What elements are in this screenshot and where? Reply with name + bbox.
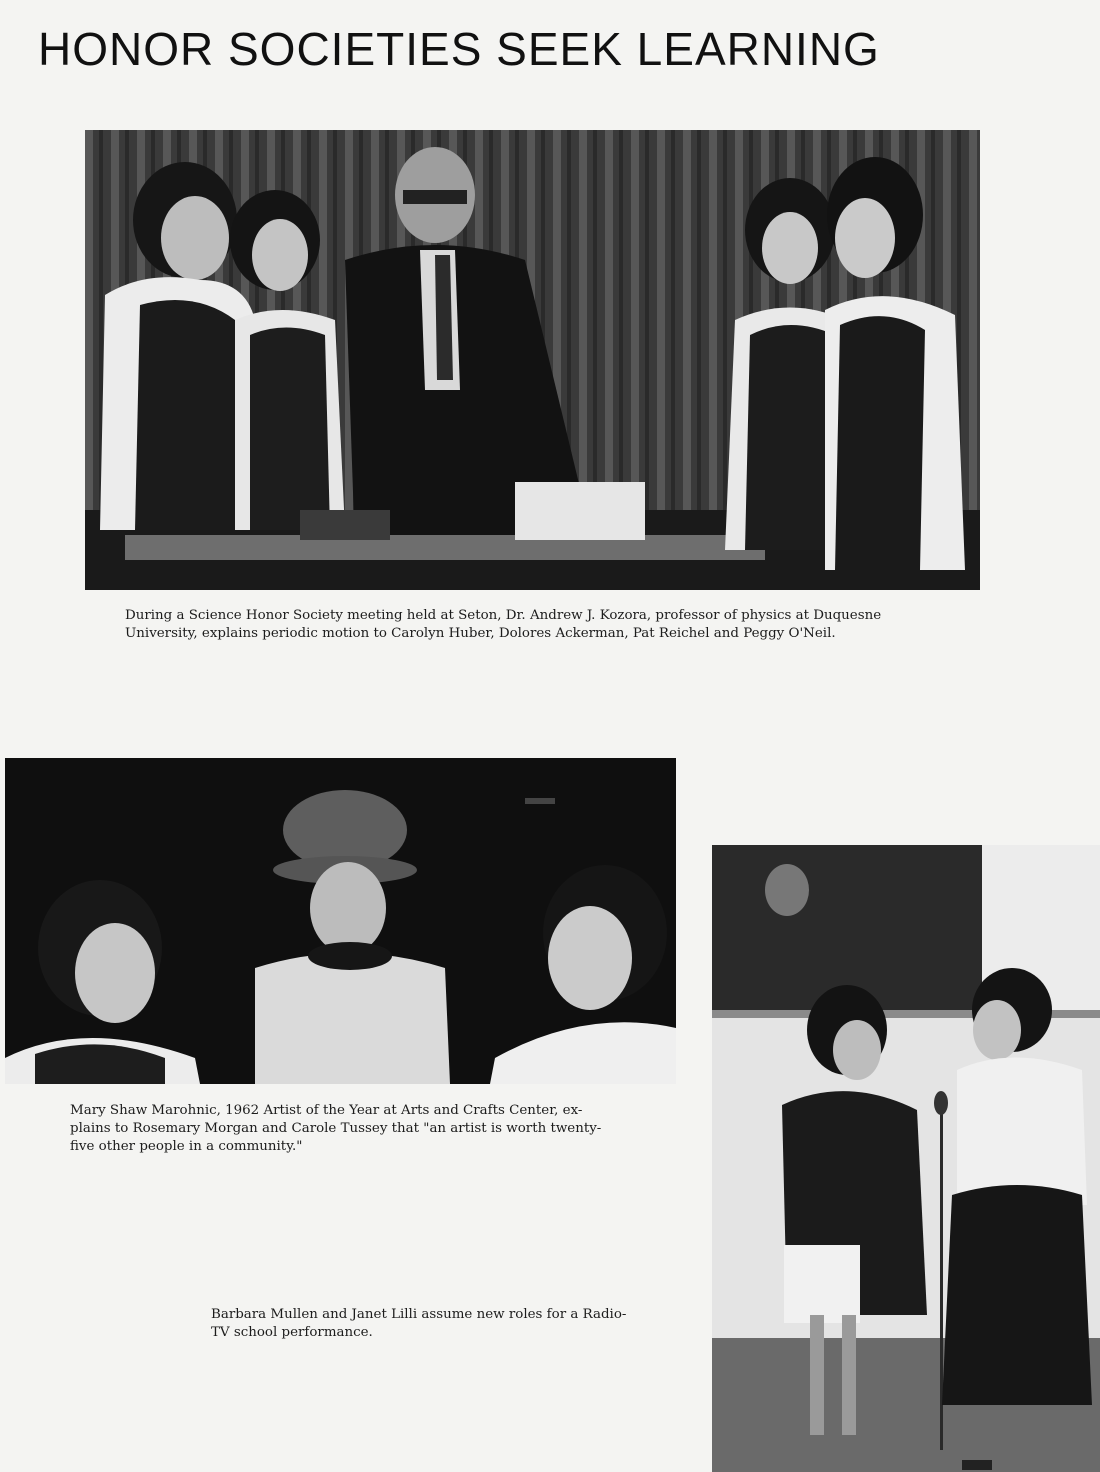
radio-tv-performance-photo xyxy=(712,845,1100,1472)
caption-line: plains to Rosemary Morgan and Carole Tussey that "an artist is worth twenty- xyxy=(70,1121,602,1136)
page-headline: HONOR SOCIETIES SEEK LEARNING xyxy=(38,23,880,75)
artist-of-the-year-photo xyxy=(5,758,676,1084)
science-photo-caption xyxy=(125,607,881,643)
radio-tv-photo-caption xyxy=(211,1306,626,1342)
caption-line: TV school performance. xyxy=(211,1325,373,1340)
science-honor-society-photo xyxy=(85,130,980,590)
caption-line: five other people in a community." xyxy=(70,1139,303,1154)
caption-line: Barbara Mullen and Janet Lilli assume new roles for a Radio- xyxy=(211,1307,627,1322)
artist-photo-caption xyxy=(70,1102,601,1156)
caption-line: University, explains periodic motion to Carolyn Huber, Dolores Ackerman, Pat Reichel and Peggy O'Neil. xyxy=(125,626,836,641)
caption-line: Mary Shaw Marohnic, 1962 Artist of the Year at Arts and Crafts Center, ex- xyxy=(70,1103,583,1118)
caption-line: During a Science Honor Society meeting held at Seton, Dr. Andrew J. Kozora, professor of physics at Duquesne xyxy=(125,608,882,623)
